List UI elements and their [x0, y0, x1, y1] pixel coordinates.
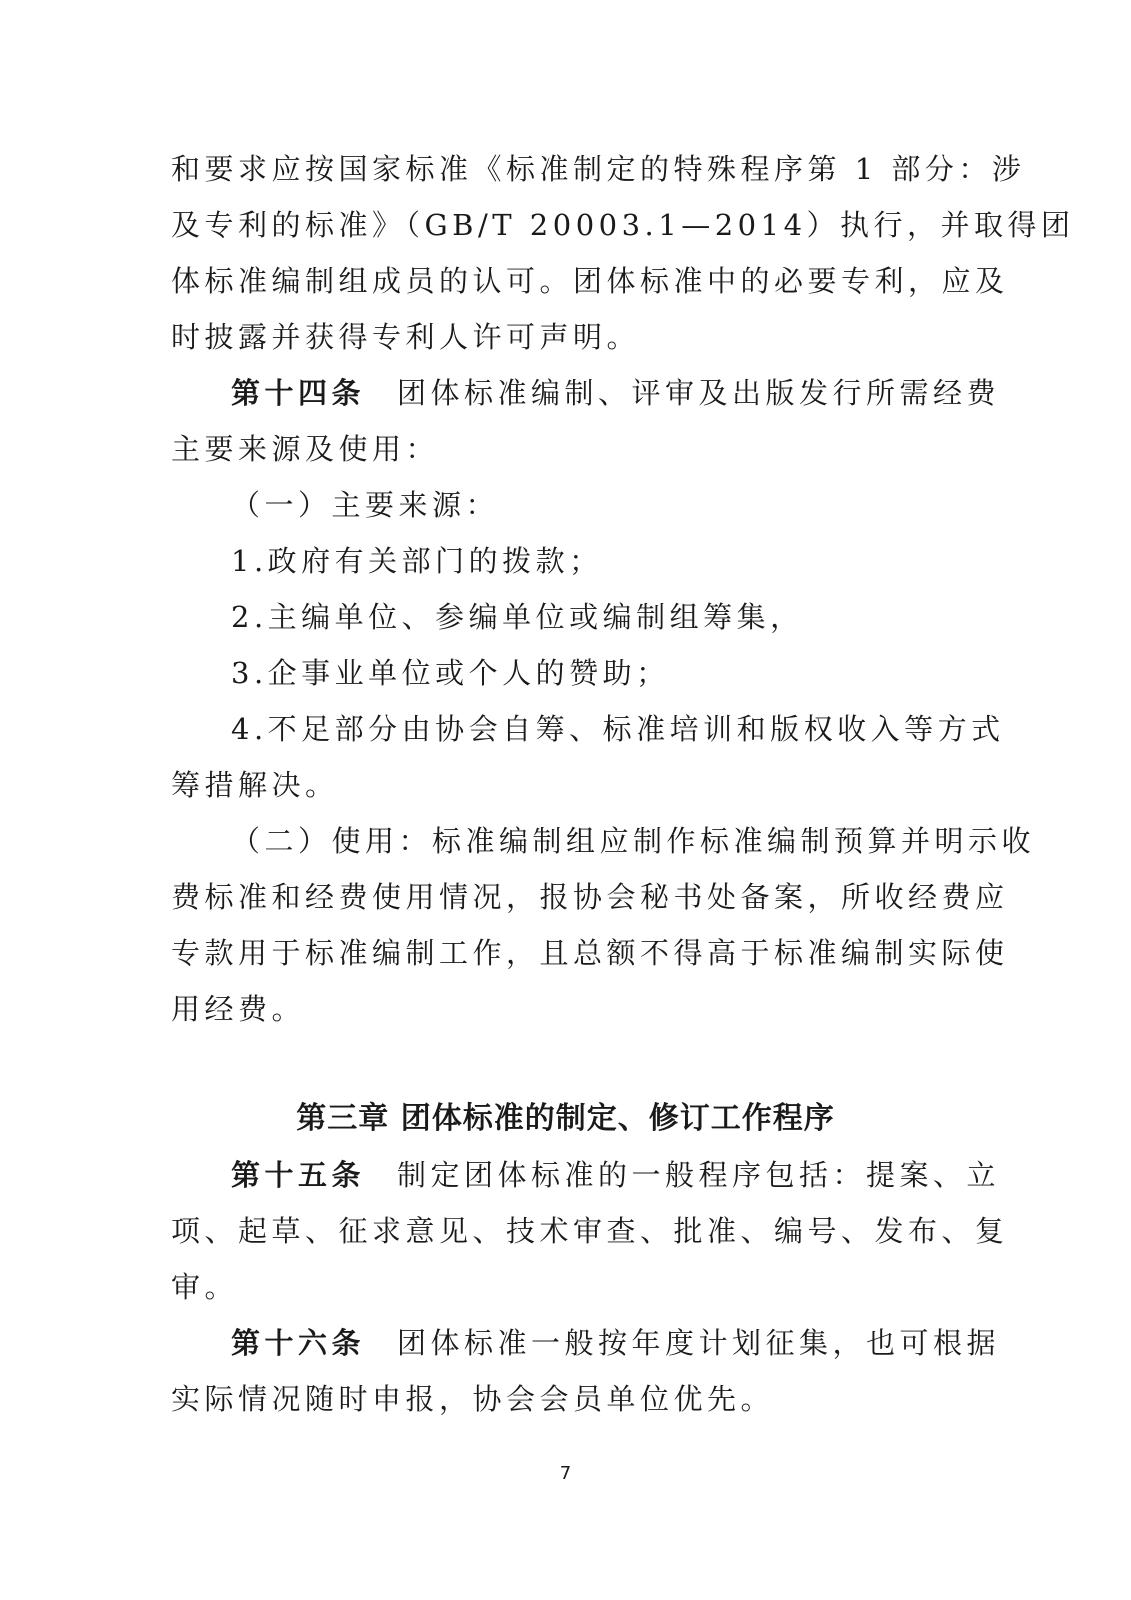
article-14-text: 团体标准编制、评审及出版发行所需经费 — [397, 376, 1001, 410]
article-16-first-line — [231, 1323, 1001, 1363]
paragraph-line: 及专利的标准》（GB/T 20003.1—2014）执行，并取得团 — [171, 208, 1075, 242]
paragraph-line: 实际情况随时申报，协会会员单位优先。 — [171, 1382, 775, 1416]
paragraph-line: 主要来源及使用： — [171, 432, 440, 466]
paragraph-line: 费标准和经费使用情况，报协会秘书处备案，所收经费应 — [171, 880, 1009, 914]
paragraph-line: 审。 — [171, 1270, 239, 1304]
list-item: 4.不足部分由协会自筹、标准培训和版权收入等方式 — [231, 712, 1005, 746]
article-16-text: 团体标准一般按年度计划征集，也可根据 — [397, 1326, 1001, 1360]
article-14-first-line — [231, 373, 1001, 413]
paragraph-line: 用经费。 — [171, 992, 306, 1026]
article-15-first-line — [231, 1155, 1001, 1195]
paragraph-line: 体标准编制组成员的认可。团体标准中的必要专利，应及 — [171, 264, 1009, 298]
paragraph-line: 项、起草、征求意见、技术审查、批准、编号、发布、复 — [171, 1214, 1009, 1248]
sources-title: （一）主要来源： — [231, 488, 500, 522]
chapter-title: 第三章 团体标准的制定、修订工作程序 — [296, 1101, 835, 1136]
paragraph-line: 和要求应按国家标准《标准制定的特殊程序第 1 部分：涉 — [171, 152, 1026, 186]
list-item: 3.企事业单位或个人的赞助； — [231, 656, 670, 690]
paragraph-line: 专款用于标准编制工作，且总额不得高于标准编制实际使 — [171, 936, 1009, 970]
list-item: 1.政府有关部门的拨款； — [231, 544, 603, 578]
article-15-text: 制定团体标准的一般程序包括：提案、立 — [397, 1158, 1001, 1192]
list-item: 2.主编单位、参编单位或编制组筹集， — [231, 600, 804, 634]
article-14-heading: 第十四条 — [231, 376, 366, 410]
article-15-heading: 第十五条 — [231, 1158, 366, 1192]
article-16-heading: 第十六条 — [231, 1326, 366, 1360]
paragraph-line: 时披露并获得专利人许可声明。 — [171, 320, 641, 354]
usage-line: （二）使用：标准编制组应制作标准编制预算并明示收 — [231, 824, 1036, 858]
page-number: 7 — [559, 1463, 572, 1484]
paragraph-line: 筹措解决。 — [171, 768, 339, 802]
